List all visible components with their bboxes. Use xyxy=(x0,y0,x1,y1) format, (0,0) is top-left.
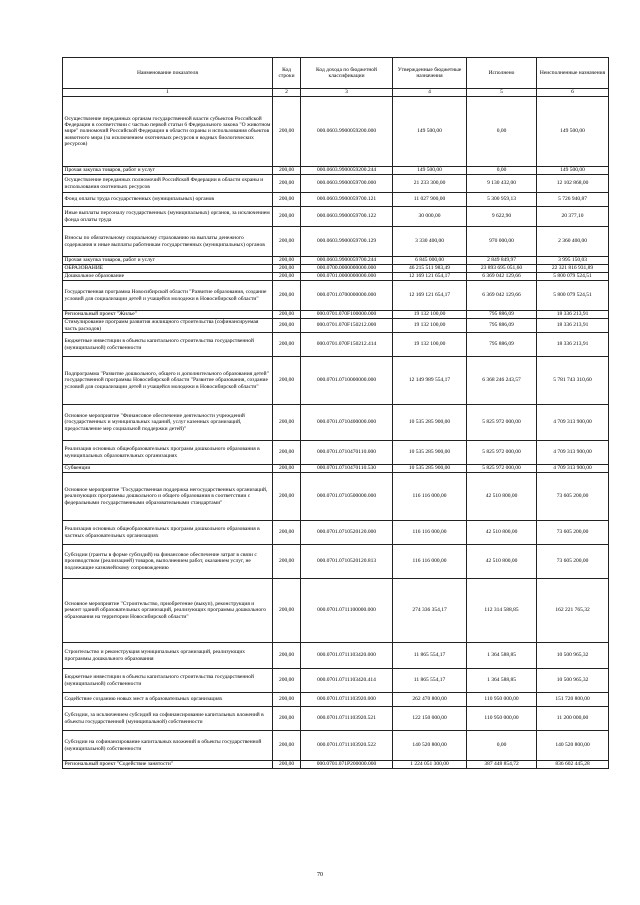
row-remaining: 149 500,00 xyxy=(537,97,609,167)
table-row xyxy=(63,333,609,357)
row-line-code: 200,00 xyxy=(273,405,301,441)
row-approved: 149 500,00 xyxy=(393,97,467,167)
row-name: Субсидии (гранты в форме субсидий) на финансовое обеспечение затрат в связи с производством (реализацией) товаров, выполнением работ, оказанием услуг, не подлежащие казначейскому сопровождению xyxy=(63,545,273,579)
row-income-code: 000.0701.070F150212.414 xyxy=(301,333,393,357)
row-executed: 110 950 000,00 xyxy=(467,693,537,707)
row-remaining: 140 520 800,00 xyxy=(537,731,609,761)
row-income-code: 000.0701.0710500000.000 xyxy=(301,473,393,521)
row-name: Субсидии на софинансирование капитальных вложений в объекты государственной (муниципальной) собственности xyxy=(63,731,273,761)
row-executed: 795 886,09 xyxy=(467,333,537,357)
row-line-code: 200,00 xyxy=(273,545,301,579)
table-row xyxy=(63,273,609,281)
row-approved: 262 470 800,00 xyxy=(393,693,467,707)
row-executed: 0,00 xyxy=(467,97,537,167)
table-row xyxy=(63,167,609,175)
row-approved: 122 150 000,00 xyxy=(393,707,467,731)
row-approved: 10 535 285 900,00 xyxy=(393,441,467,465)
header-code-income: Код дохода по бюджетной классификации xyxy=(301,58,393,89)
row-line-code: 200,00 xyxy=(273,207,301,227)
row-name: Осуществление переданных полномочий Российской Федерации в области охраны и использования охотничьих ресурсов xyxy=(63,175,273,193)
table-row xyxy=(63,465,609,473)
row-income-code: 000.0603.9900059700.000 xyxy=(301,175,393,193)
row-remaining: 18 336 213,91 xyxy=(537,311,609,319)
row-executed: 112 314 588,85 xyxy=(467,579,537,643)
row-name: Прочая закупка товаров, работ и услуг xyxy=(63,167,273,175)
row-approved: 21 233 300,00 xyxy=(393,175,467,193)
table-row xyxy=(63,175,609,193)
row-executed: 42 510 800,00 xyxy=(467,473,537,521)
row-approved: 3 330 400,00 xyxy=(393,227,467,257)
row-approved: 140 520 800,00 xyxy=(393,731,467,761)
row-income-code: 000.0701.0710470110.000 xyxy=(301,441,393,465)
row-name: Бюджетные инвестиции в объекты капитального строительства государственной (муниципальной) собственности xyxy=(63,669,273,693)
row-remaining: 4 709 313 900,00 xyxy=(537,465,609,473)
row-line-code: 200,00 xyxy=(273,175,301,193)
row-name: Региональный проект "Содействие занятости" xyxy=(63,761,273,769)
column-number: 1 xyxy=(63,89,273,97)
table-row xyxy=(63,97,609,167)
row-executed: 5 825 972 000,00 xyxy=(467,405,537,441)
row-income-code: 000.0701.0711103920.000 xyxy=(301,693,393,707)
row-executed: 6 369 042 129,66 xyxy=(467,281,537,311)
row-remaining: 10 500 965,32 xyxy=(537,643,609,669)
budget-report-table xyxy=(62,57,609,769)
row-executed: 387 448 854,72 xyxy=(467,761,537,769)
row-remaining: 149 500,00 xyxy=(537,167,609,175)
row-approved: 12 169 121 654,17 xyxy=(393,281,467,311)
row-remaining: 5 781 743 310,60 xyxy=(537,357,609,405)
row-income-code: 000.0603.9900059700.129 xyxy=(301,227,393,257)
table-row xyxy=(63,357,609,405)
row-income-code: 000.0701.0710520120.813 xyxy=(301,545,393,579)
row-line-code: 200,00 xyxy=(273,265,301,273)
row-executed: 0,00 xyxy=(467,167,537,175)
row-approved: 30 000,00 xyxy=(393,207,467,227)
table-row xyxy=(63,761,609,769)
row-approved: 11 027 900,00 xyxy=(393,193,467,207)
row-line-code: 200,00 xyxy=(273,669,301,693)
row-remaining: 4 709 313 900,00 xyxy=(537,441,609,465)
row-remaining: 5 800 079 524,51 xyxy=(537,273,609,281)
row-remaining: 73 605 200,00 xyxy=(537,473,609,521)
row-remaining: 5 800 079 524,51 xyxy=(537,281,609,311)
table-row xyxy=(63,693,609,707)
row-line-code: 200,00 xyxy=(273,167,301,175)
row-name: Строительство и реконструкция муниципальных организаций, реализующих программы дошкольного образования xyxy=(63,643,273,669)
row-name: Субсидии, за исключением субсидий на софинансирование капитальных вложений в объекты государственной (муниципальной) собственности xyxy=(63,707,273,731)
row-line-code: 200,00 xyxy=(273,319,301,333)
row-income-code: 000.0603.9900059700.121 xyxy=(301,193,393,207)
page-number: 70 xyxy=(317,872,323,878)
table-row xyxy=(63,643,609,669)
row-approved: 274 336 354,17 xyxy=(393,579,467,643)
row-remaining: 4 709 313 900,00 xyxy=(537,405,609,441)
row-name: Прочая закупка товаров, работ и услуг xyxy=(63,257,273,265)
row-income-code: 000.0701.0710400000.000 xyxy=(301,405,393,441)
row-name: Основное мероприятие "Государственная поддержка негосударственных организаций, реализующих программы дошкольного и общего образования в соответствии с федеральными государственными образовательными стандартами" xyxy=(63,473,273,521)
row-executed: 42 510 800,00 xyxy=(467,545,537,579)
row-executed: 6 368 246 243,57 xyxy=(467,357,537,405)
header-not-executed: Неисполненные назначения xyxy=(537,58,609,89)
row-remaining: 73 605 200,00 xyxy=(537,545,609,579)
row-income-code: 000.0603.9900059700.244 xyxy=(301,257,393,265)
row-remaining: 20 377,10 xyxy=(537,207,609,227)
row-income-code: 000.0603.9900059200.244 xyxy=(301,167,393,175)
row-approved: 46 215 511 983,49 xyxy=(393,265,467,273)
column-number: 3 xyxy=(301,89,393,97)
column-number: 5 xyxy=(467,89,537,97)
row-name: Государственная программа Новосибирской области "Развитие образования, создание условий для социализации детей и учащейся молодежи в Новосибирской области" xyxy=(63,281,273,311)
table-row xyxy=(63,579,609,643)
row-name: Стимулирование программ развития жилищного строительства (софинансируемая часть расходов) xyxy=(63,319,273,333)
row-income-code: 000.0701.0710000000.000 xyxy=(301,357,393,405)
row-remaining: 11 200 000,00 xyxy=(537,707,609,731)
row-income-code: 000.0701.0700000000.000 xyxy=(301,281,393,311)
table-row xyxy=(63,281,609,311)
row-approved: 116 116 000,00 xyxy=(393,545,467,579)
row-line-code: 200,00 xyxy=(273,693,301,707)
row-approved: 19 132 100,00 xyxy=(393,333,467,357)
row-executed: 5 300 959,13 xyxy=(467,193,537,207)
row-income-code: 000.0701.0711103420.414 xyxy=(301,669,393,693)
table-row xyxy=(63,265,609,273)
row-executed: 970 000,00 xyxy=(467,227,537,257)
row-line-code: 200,00 xyxy=(273,579,301,643)
row-executed: 5 825 972 000,00 xyxy=(467,465,537,473)
table-row xyxy=(63,731,609,761)
row-name: Фонд оплаты труда государственных (муниципальных) органов xyxy=(63,193,273,207)
row-line-code: 200,00 xyxy=(273,273,301,281)
row-remaining: 18 336 213,91 xyxy=(537,319,609,333)
row-executed: 6 369 042 129,66 xyxy=(467,273,537,281)
row-income-code: 000.0603.9900059700.122 xyxy=(301,207,393,227)
row-approved: 19 132 100,00 xyxy=(393,311,467,319)
column-number: 2 xyxy=(273,89,301,97)
table-row xyxy=(63,545,609,579)
row-income-code: 000.0603.9900059200.000 xyxy=(301,97,393,167)
row-name: ОБРАЗОВАНИЕ xyxy=(63,265,273,273)
row-executed: 2 849 849,97 xyxy=(467,257,537,265)
row-name: Подпрограмма "Развитие дошкольного, общего и дополнительного образования детей" государственной программы Новосибирской области "Развитие образования, создание условий для социализации детей и учащейся молодежи в Новосибирской области" xyxy=(63,357,273,405)
row-approved: 19 132 100,00 xyxy=(393,319,467,333)
row-name: Бюджетные инвестиции в объекты капитального строительства государственной (муниципальной) собственности xyxy=(63,333,273,357)
row-approved: 6 845 000,00 xyxy=(393,257,467,265)
row-line-code: 200,00 xyxy=(273,97,301,167)
row-remaining: 3 995 150,03 xyxy=(537,257,609,265)
row-line-code: 200,00 xyxy=(273,257,301,265)
row-line-code: 200,00 xyxy=(273,473,301,521)
row-remaining: 22 321 816 931,89 xyxy=(537,265,609,273)
row-income-code: 000.0700.0000000000.000 xyxy=(301,265,393,273)
row-line-code: 200,00 xyxy=(273,227,301,257)
row-line-code: 200,00 xyxy=(273,707,301,731)
row-line-code: 200,00 xyxy=(273,521,301,545)
column-number-row xyxy=(63,89,609,97)
header-executed: Исполнено xyxy=(467,58,537,89)
row-approved: 10 535 285 900,00 xyxy=(393,465,467,473)
row-approved: 1 224 051 300,00 xyxy=(393,761,467,769)
row-executed: 1 364 588,85 xyxy=(467,669,537,693)
row-income-code: 000.0701.0711103920.522 xyxy=(301,731,393,761)
row-line-code: 200,00 xyxy=(273,465,301,473)
row-line-code: 200,00 xyxy=(273,441,301,465)
table-row xyxy=(63,257,609,265)
row-line-code: 200,00 xyxy=(273,357,301,405)
row-executed: 1 364 588,85 xyxy=(467,643,537,669)
row-executed: 795 886,09 xyxy=(467,311,537,319)
row-line-code: 200,00 xyxy=(273,311,301,319)
row-name: Реализация основных общеобразовательных программ дошкольного образования в муниципальных образовательных организациях xyxy=(63,441,273,465)
row-line-code: 200,00 xyxy=(273,731,301,761)
table-row xyxy=(63,473,609,521)
row-line-code: 200,00 xyxy=(273,761,301,769)
row-remaining: 73 605 200,00 xyxy=(537,521,609,545)
row-approved: 10 535 285 900,00 xyxy=(393,405,467,441)
row-line-code: 200,00 xyxy=(273,333,301,357)
row-name: Содействие созданию новых мест в образовательных организациях xyxy=(63,693,273,707)
header-row xyxy=(63,58,609,89)
row-approved: 149 500,00 xyxy=(393,167,467,175)
row-approved: 11 865 554,17 xyxy=(393,669,467,693)
row-approved: 11 865 554,17 xyxy=(393,643,467,669)
row-name: Реализация основных общеобразовательных программ дошкольного образования в частных образовательных организациях xyxy=(63,521,273,545)
row-remaining: 18 336 213,91 xyxy=(537,333,609,357)
row-line-code: 200,00 xyxy=(273,281,301,311)
row-name: Субвенции xyxy=(63,465,273,473)
row-name: Осуществление переданных органам государственной власти субъектов Российской Федерации в соответствии с частью первой статьи 6 Федерального закона "О животном мире" полномочий Российской Федерации в области охраны и использования объектов животного мира (за исключением охотничьих ресурсов и водных биологических ресурсов) xyxy=(63,97,273,167)
row-name: Основное мероприятие "Финансовое обеспечение деятельности учреждений (государственных и муниципальных заданий, услуг казенных организаций, предоставление мер социальной поддержки детей)" xyxy=(63,405,273,441)
row-remaining: 5 726 940,87 xyxy=(537,193,609,207)
row-executed: 9 130 432,00 xyxy=(467,175,537,193)
row-line-code: 200,00 xyxy=(273,643,301,669)
row-remaining: 10 500 965,32 xyxy=(537,669,609,693)
table-row xyxy=(63,319,609,333)
row-remaining: 2 360 400,00 xyxy=(537,227,609,257)
row-remaining: 162 221 765,32 xyxy=(537,579,609,643)
row-income-code: 000.0701.070F150212.000 xyxy=(301,319,393,333)
row-approved: 12 149 989 554,17 xyxy=(393,357,467,405)
row-name: Дошкольное образование xyxy=(63,273,273,281)
row-remaining: 151 720 800,00 xyxy=(537,693,609,707)
column-number: 6 xyxy=(537,89,609,97)
row-name: Основное мероприятие "Строительство, приобретение (выкуп), реконструкция и ремонт зданий образовательных организаций, реализующих программы дошкольного образования на территории Новосибирской области" xyxy=(63,579,273,643)
row-executed: 0,00 xyxy=(467,731,537,761)
row-income-code: 000.0701.0710520120.000 xyxy=(301,521,393,545)
row-income-code: 000.0701.0711103920.521 xyxy=(301,707,393,731)
row-name: Иные выплаты персоналу государственных (муниципальных) органов, за исключением фонда оплаты труда xyxy=(63,207,273,227)
header-code-line: Код строки xyxy=(273,58,301,89)
table-row xyxy=(63,669,609,693)
table-row xyxy=(63,521,609,545)
row-income-code: 000.0701.0711100000.000 xyxy=(301,579,393,643)
table-row xyxy=(63,707,609,731)
table-row xyxy=(63,441,609,465)
row-executed: 42 510 800,00 xyxy=(467,521,537,545)
row-income-code: 000.0701.0710470110.530 xyxy=(301,465,393,473)
row-approved: 116 116 000,00 xyxy=(393,521,467,545)
row-executed: 23 893 695 051,60 xyxy=(467,265,537,273)
row-remaining: 836 602 445,28 xyxy=(537,761,609,769)
table-row xyxy=(63,207,609,227)
row-executed: 5 825 972 000,00 xyxy=(467,441,537,465)
row-executed: 110 950 000,00 xyxy=(467,707,537,731)
header-name: Наименование показателя xyxy=(63,58,273,89)
table-row xyxy=(63,311,609,319)
row-approved: 116 116 000,00 xyxy=(393,473,467,521)
table-row xyxy=(63,405,609,441)
row-name: Взносы по обязательному социальному страхованию на выплаты денежного содержания и иные выплаты работникам государственных (муниципальных) органов xyxy=(63,227,273,257)
row-approved: 12 169 121 654,17 xyxy=(393,273,467,281)
row-income-code: 000.0701.0000000000.000 xyxy=(301,273,393,281)
table-row xyxy=(63,193,609,207)
row-income-code: 000.0701.0711103420.000 xyxy=(301,643,393,669)
row-income-code: 000.0701.071P200000.000 xyxy=(301,761,393,769)
row-remaining: 12 102 868,00 xyxy=(537,175,609,193)
header-approved: Утвержденные бюджетные назначения xyxy=(393,58,467,89)
row-executed: 9 622,90 xyxy=(467,207,537,227)
row-executed: 795 886,09 xyxy=(467,319,537,333)
column-number: 4 xyxy=(393,89,467,97)
table-row xyxy=(63,227,609,257)
row-line-code: 200,00 xyxy=(273,193,301,207)
row-name: Региональный проект "Жилье" xyxy=(63,311,273,319)
row-income-code: 000.0701.070F100000.000 xyxy=(301,311,393,319)
